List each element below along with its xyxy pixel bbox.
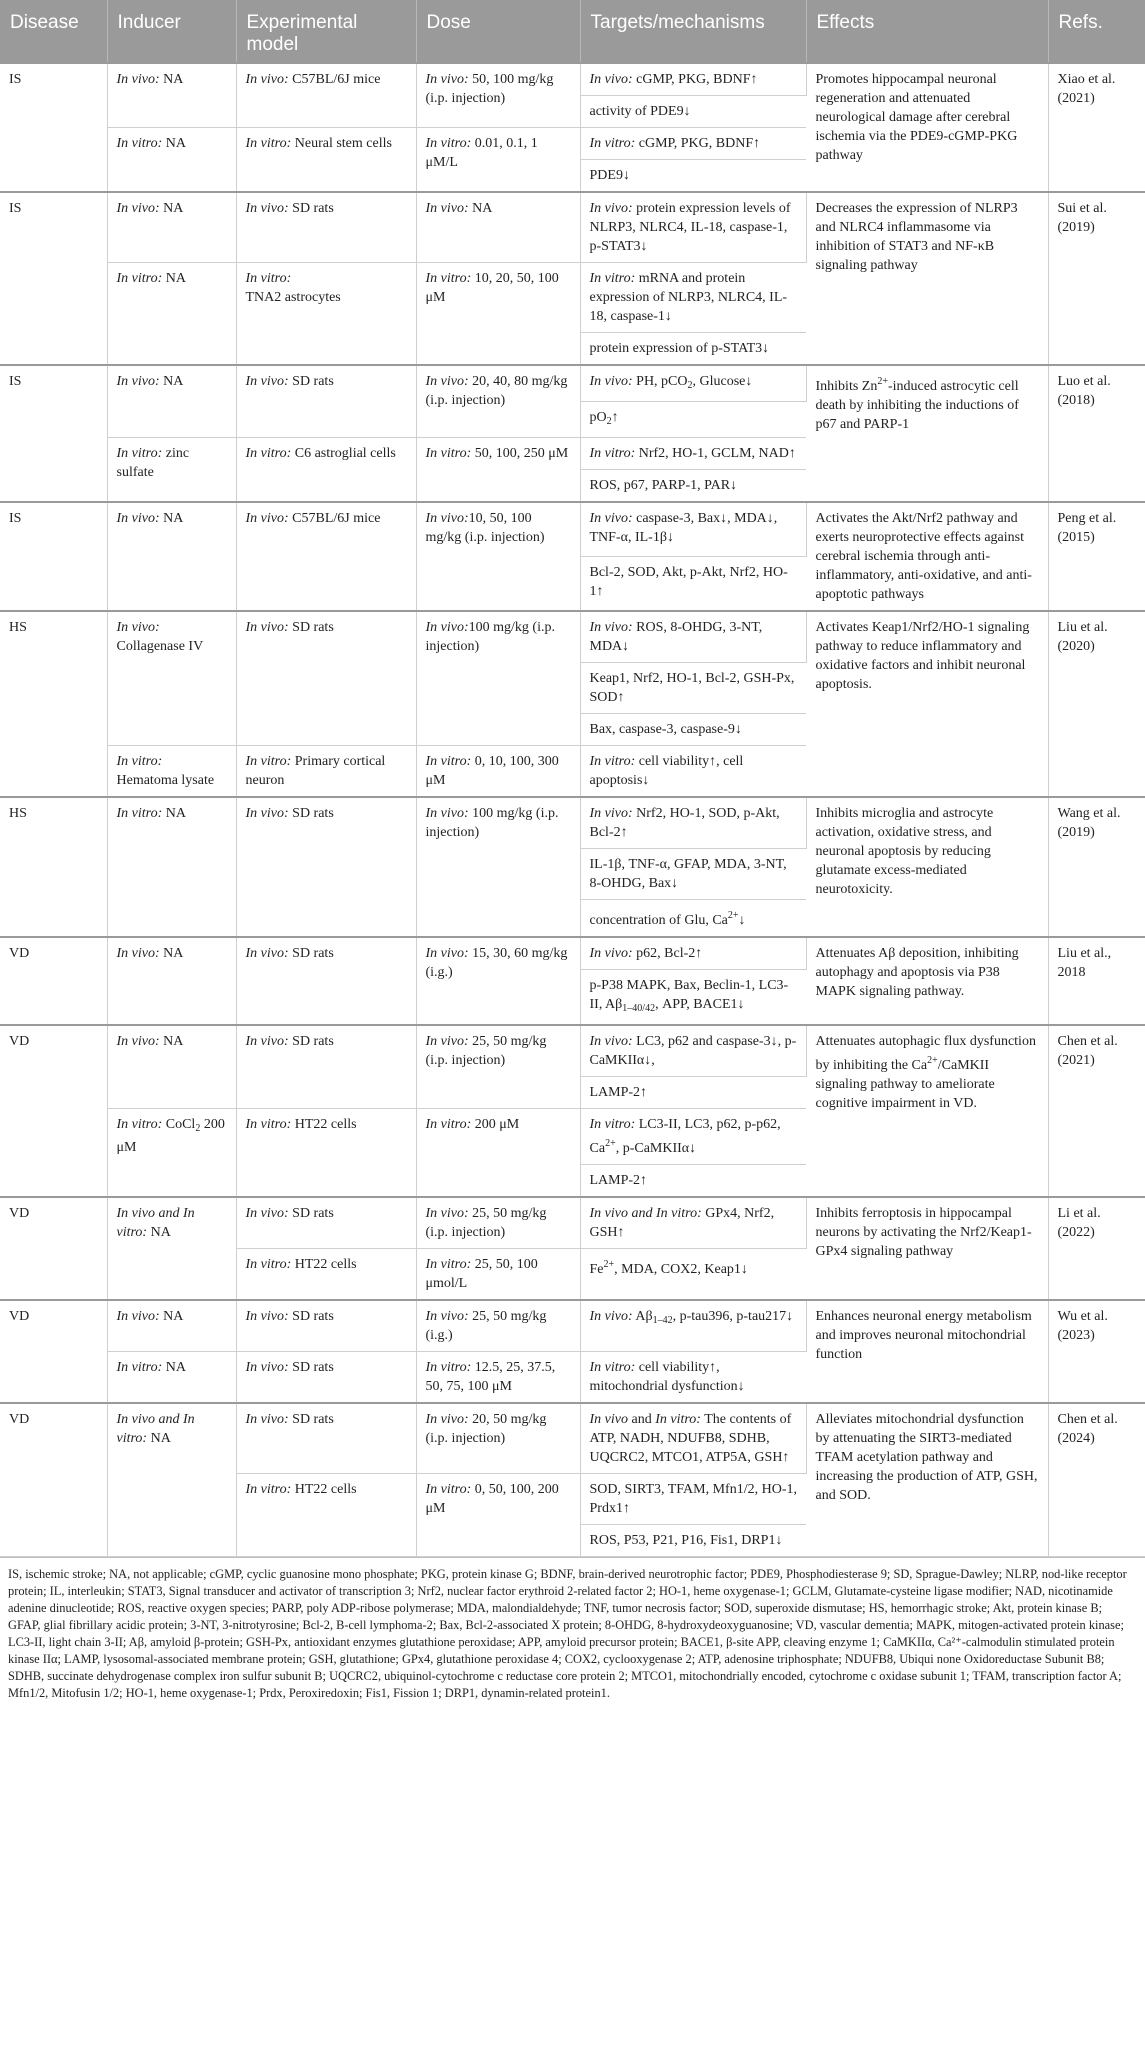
target-cell: In vitro: cGMP, PKG, BDNF↑ xyxy=(580,128,806,160)
table-footnote: IS, ischemic stroke; NA, not applicable; cGMP, cyclic guanosine mono phosphate; PKG, protein kinase G; BDNF, brain-derived neurotrophic factor; PDE9, Phosphodiesterase 9; SD, Sprague-Dawley; NLRP, nod-like receptor protein; IL, interleukin; STAT3, Signal transducer and activator of transcription 3; Nrf2, nuclear factor erythroid 2-related factor 2; HO-1, heme oxygenase-1; GCLM, Glutamate-cysteine ligase modifier; NAD, nicotinamide adenine dinucleotide; ROS, reactive oxygen species; PARP, poly ADP-ribose polymerase; MDA, malondialdehyde; TNF, tumor necrosis factor; SOD, superoxide dismutase; HS, hemorrhagic stroke; Akt, protein kinase B; GFAP, glial fibrillary acidic protein; 3-NT, 3-nitrotyrosine; Bcl-2, B-cell lymphoma-2; Bax, Bcl-2-associated X protein; 8-OHDG, 8-hydroxydeoxyguanosine; VD, vascular dementia; MAPK, mitogen-activated protein kinase; LC3-II, light chain 3-II; Aβ, amyloid β-protein; GSH-Px, antioxidant enzymes glutathione peroxidase; APP, amyloid precursor protein; BACE1, β-site APP, cleaving enzyme 1; CaMKIIα, Ca²⁺-calmodulin stimulated protein kinase IIα; LAMP, lysosomal-associated membrane protein; GSH, glutathione; GPx4, glutathione peroxidase 4; COX2, cyclooxygenase 2; ATP, adenosine triphosphate; NDUFB8, Ubiqui none Oxidoreductase Subunit B8; SDHB, succinate dehydrogenase complex iron sulfur subunit B; UQCRC2, ubiquinol-cytochrome c reductase core protein 2; MTCO1, mitochondrially encoded, cytochrome c oxidase subunit 1; TFAM, transcription factor A; Mfn1/2, Mitofusin 1/2; HO-1, heme oxygenase-1; Prdx, Peroxiredoxin; Fis1, Fission 1; DRP1, dynamin-related protein1. xyxy=(0,1557,1145,1702)
target-cell: activity of PDE9↓ xyxy=(580,96,806,128)
target-cell: $Fe^{2+}$, MDA, COX2, Keap1↓ xyxy=(580,1249,806,1301)
table-row xyxy=(0,937,1145,970)
effect-cell: Inhibits ferroptosis in hippocampal neurons by activating the Nrf2/Keap1-GPx4 signaling pathway xyxy=(806,1197,1048,1300)
effect-cell: Decreases the expression of NLRP3 and NLRC4 inflammasome via inhibition of STAT3 and NF-κB signaling pathway xyxy=(806,192,1048,365)
table-row xyxy=(0,1025,1145,1077)
target-cell: In vitro: cell viability↑, mitochondrial dysfunction↓ xyxy=(580,1352,806,1404)
effect-cell: Inhibits $Zn^{2+}$-induced astrocytic cell death by inhibiting the inductions of p67 and PARP-1 xyxy=(806,365,1048,502)
model-cell: In vivo: SD rats xyxy=(236,1352,416,1404)
dose-cell: In vitro: 0.01, 0.1, 1 μM/L xyxy=(416,128,580,193)
model-cell: In vivo: SD rats xyxy=(236,1025,416,1109)
model-cell: In vitro: HT22 cells xyxy=(236,1474,416,1557)
model-cell: In vitro: HT22 cells xyxy=(236,1109,416,1198)
dose-cell: In vivo: NA xyxy=(416,192,580,263)
target-cell: In vivo and In vitro: GPx4, Nrf2, GSH↑ xyxy=(580,1197,806,1249)
disease-cell: IS xyxy=(0,502,107,611)
model-cell: In vivo: SD rats xyxy=(236,611,416,746)
target-cell: Bax, caspase-3, caspase-9↓ xyxy=(580,714,806,746)
inducer-cell: In vivo: NA xyxy=(107,63,236,128)
ref-cell: Wu et al. (2023) xyxy=(1048,1300,1145,1403)
inducer-cell: In vitro: NA xyxy=(107,263,236,366)
table-row xyxy=(0,365,1145,402)
inducer-cell: In vitro: Hematoma lysate xyxy=(107,746,236,798)
effect-cell: Promotes hippocampal neuronal regeneration and attenuated neurological damage after cerebral ischemia via the PDE9-cGMP-PKG pathway xyxy=(806,63,1048,192)
dose-cell: In vivo: 50, 100 mg/kg (i.p. injection) xyxy=(416,63,580,128)
dose-cell: In vivo:10, 50, 100 mg/kg (i.p. injection) xyxy=(416,502,580,611)
col-inducer: Inducer xyxy=(107,0,236,63)
disease-cell: VD xyxy=(0,1300,107,1403)
effect-cell: Activates Keap1/Nrf2/HO-1 signaling pathway to reduce inflammatory and oxidative factors and inhibit neuronal apoptosis. xyxy=(806,611,1048,797)
inducer-cell: In vivo: Collagenase IV xyxy=(107,611,236,746)
dose-cell: In vivo:100 mg/kg (i.p. injection) xyxy=(416,611,580,746)
dose-cell: In vivo: 25, 50 mg/kg (i.g.) xyxy=(416,1300,580,1352)
ref-cell: Chen et al. (2021) xyxy=(1048,1025,1145,1197)
target-cell: In vivo: p62, Bcl-2↑ xyxy=(580,937,806,970)
dose-cell: In vitro: 0, 50, 100, 200 μM xyxy=(416,1474,580,1557)
model-cell: In vivo: SD rats xyxy=(236,1197,416,1249)
target-cell: In vitro: cell viability↑, cell apoptosis↓ xyxy=(580,746,806,798)
model-cell: In vitro: TNA2 astrocytes xyxy=(236,263,416,366)
disease-cell: VD xyxy=(0,937,107,1025)
model-cell: In vivo: C57BL/6J mice xyxy=(236,502,416,611)
target-cell: ROS, p67, PARP-1, PAR↓ xyxy=(580,470,806,503)
target-cell: LAMP-2↑ xyxy=(580,1165,806,1198)
model-cell: In vivo: SD rats xyxy=(236,365,416,438)
target-cell: SOD, SIRT3, TFAM, Mfn1/2, HO-1, Prdx1↑ xyxy=(580,1474,806,1525)
ref-cell: Xiao et al. (2021) xyxy=(1048,63,1145,192)
inducer-cell: In vitro: NA xyxy=(107,128,236,193)
table-row xyxy=(0,611,1145,663)
table-row xyxy=(0,1300,1145,1352)
col-disease: Disease xyxy=(0,0,107,63)
effect-cell: Inhibits microglia and astrocyte activation, oxidative stress, and neuronal apoptosis by reducing glutamate excess-mediated neurotoxicity. xyxy=(806,797,1048,937)
target-cell: ROS, P53, P21, P16, Fis1, DRP1↓ xyxy=(580,1525,806,1557)
dose-cell: In vivo: 100 mg/kg (i.p. injection) xyxy=(416,797,580,937)
target-cell: In vivo: Nrf2, HO-1, SOD, p-Akt, Bcl-2↑ xyxy=(580,797,806,849)
inducer-cell: In vitro: NA xyxy=(107,797,236,937)
target-cell: In vitro: Nrf2, HO-1, GCLM, NAD↑ xyxy=(580,438,806,470)
inducer-cell: In vivo: NA xyxy=(107,192,236,263)
disease-cell: IS xyxy=(0,365,107,502)
inducer-cell: In vivo: NA xyxy=(107,1025,236,1109)
model-cell: In vivo: SD rats xyxy=(236,1403,416,1474)
target-cell: In vitro: LC3-II, LC3, p62, p-p62, $Ca^{2+}$, p-CaMKIIα↓ xyxy=(580,1109,806,1165)
dose-cell: In vitro: 0, 10, 100, 300 μM xyxy=(416,746,580,798)
model-cell: In vivo: C57BL/6J mice xyxy=(236,63,416,128)
model-cell: In vivo: SD rats xyxy=(236,797,416,937)
target-cell: In vivo and In vitro: The contents of ATP, NADH, NDUFB8, SDHB, UQCRC2, MTCO1, ATP5A, GSH↑ xyxy=(580,1403,806,1474)
disease-cell: HS xyxy=(0,611,107,797)
target-cell: protein expression of p-STAT3↓ xyxy=(580,333,806,366)
ref-cell: Liu et al. (2020) xyxy=(1048,611,1145,797)
target-cell: Bcl-2, SOD, Akt, p-Akt, Nrf2, HO-1↑ xyxy=(580,557,806,612)
effect-cell: Alleviates mitochondrial dysfunction by attenuating the SIRT3-mediated TFAM acetylation pathway and increasing the production of ATP, GSH, and SOD. xyxy=(806,1403,1048,1557)
ref-cell: Wang et al. (2019) xyxy=(1048,797,1145,937)
disease-cell: VD xyxy=(0,1025,107,1197)
target-cell: In vivo: LC3, p62 and caspase-3↓, p-CaMKIIα↓, xyxy=(580,1025,806,1077)
model-cell: In vivo: SD rats xyxy=(236,192,416,263)
inducer-cell: In vivo: NA xyxy=(107,502,236,611)
ref-cell: Sui et al. (2019) xyxy=(1048,192,1145,365)
model-cell: In vitro: HT22 cells xyxy=(236,1249,416,1301)
disease-cell: HS xyxy=(0,797,107,937)
model-cell: In vivo: SD rats xyxy=(236,1300,416,1352)
table-row xyxy=(0,1403,1145,1474)
header-row xyxy=(0,0,1145,63)
target-cell: PDE9↓ xyxy=(580,160,806,193)
dose-cell: In vitro: 10, 20, 50, 100 μM xyxy=(416,263,580,366)
target-cell: concentration of Glu, $Ca^{2+}↓$ xyxy=(580,900,806,938)
model-cell: In vitro: Primary cortical neuron xyxy=(236,746,416,798)
model-cell: In vitro: Neural stem cells xyxy=(236,128,416,193)
dose-cell: In vitro: 200 μM xyxy=(416,1109,580,1198)
target-cell: $pO_2↑$ xyxy=(580,402,806,438)
target-cell: In vivo: caspase-3, Bax↓, MDA↓, TNF-α, IL-1β↓ xyxy=(580,502,806,557)
col-refs: Refs. xyxy=(1048,0,1145,63)
col-targets: Targets/mechanisms xyxy=(580,0,806,63)
target-cell: IL-1β, TNF-α, GFAP, MDA, 3-NT, 8-OHDG, Bax↓ xyxy=(580,849,806,900)
table-row xyxy=(0,797,1145,849)
target-cell: In vivo: $A\beta_{1-42}$, p-tau396, p-tau217↓ xyxy=(580,1300,806,1352)
effect-cell: Activates the Akt/Nrf2 pathway and exerts neuroprotective effects against cerebral ischemia through anti-inflammatory, anti-oxidative, and anti-apoptotic pathways xyxy=(806,502,1048,611)
ref-cell: Peng et al. (2015) xyxy=(1048,502,1145,611)
disease-cell: IS xyxy=(0,63,107,192)
dose-cell: In vitro: 25, 50, 100 μmol/L xyxy=(416,1249,580,1301)
table-row xyxy=(0,63,1145,96)
dose-cell: In vivo: 25, 50 mg/kg (i.p. injection) xyxy=(416,1197,580,1249)
inducer-cell: In vivo: NA xyxy=(107,937,236,1025)
dose-cell: In vivo: 20, 50 mg/kg (i.p. injection) xyxy=(416,1403,580,1474)
effect-cell: Enhances neuronal energy metabolism and improves neuronal mitochondrial function xyxy=(806,1300,1048,1403)
disease-cell: VD xyxy=(0,1403,107,1557)
col-dose: Dose xyxy=(416,0,580,63)
effect-cell: Attenuates autophagic flux dysfunction by inhibiting the $Ca^{2+}$/CaMKII signaling pathway to ameliorate cognitive impairment in VD. xyxy=(806,1025,1048,1197)
dose-cell: In vivo: 15, 30, 60 mg/kg (i.g.) xyxy=(416,937,580,1025)
inducer-cell: In vivo: NA xyxy=(107,365,236,438)
target-cell: In vivo: PH, pCO$_2$, Glucose↓ xyxy=(580,365,806,402)
target-cell: In vivo: ROS, 8-OHDG, 3-NT, MDA↓ xyxy=(580,611,806,663)
inducer-cell: In vivo and In vitro: NA xyxy=(107,1403,236,1557)
col-model: Experimental model xyxy=(236,0,416,63)
effect-cell: Attenuates Aβ deposition, inhibiting autophagy and apoptosis via P38 MAPK signaling pathway. xyxy=(806,937,1048,1025)
inducer-cell: In vitro: CoCl$_2$ 200 μM xyxy=(107,1109,236,1198)
ref-cell: Chen et al. (2024) xyxy=(1048,1403,1145,1557)
inducer-cell: In vitro: NA xyxy=(107,1352,236,1404)
table-row xyxy=(0,1197,1145,1249)
target-cell: In vitro: mRNA and protein expression of NLRP3, NLRC4, IL-18, caspase-1↓ xyxy=(580,263,806,333)
dose-cell: In vivo: 25, 50 mg/kg (i.p. injection) xyxy=(416,1025,580,1109)
ref-cell: Luo et al. (2018) xyxy=(1048,365,1145,502)
table-row xyxy=(0,192,1145,263)
target-cell: LAMP-2↑ xyxy=(580,1077,806,1109)
disease-cell: VD xyxy=(0,1197,107,1300)
dose-cell: In vitro: 12.5, 25, 37.5, 50, 75, 100 μM xyxy=(416,1352,580,1404)
target-cell: In vivo: cGMP, PKG, BDNF↑ xyxy=(580,63,806,96)
ref-cell: Liu et al., 2018 xyxy=(1048,937,1145,1025)
inducer-cell: In vitro: zinc sulfate xyxy=(107,438,236,503)
col-effects: Effects xyxy=(806,0,1048,63)
dose-cell: In vivo: 20, 40, 80 mg/kg (i.p. injection) xyxy=(416,365,580,438)
model-cell: In vivo: SD rats xyxy=(236,937,416,1025)
target-cell: p-P38 MAPK, Bax, Beclin-1, LC3-II, $A\beta_{1-40/42}$, APP, BACE1↓ xyxy=(580,970,806,1026)
table-row xyxy=(0,502,1145,557)
target-cell: Keap1, Nrf2, HO-1, Bcl-2, GSH-Px, SOD↑ xyxy=(580,663,806,714)
dose-cell: In vitro: 50, 100, 250 μM xyxy=(416,438,580,503)
target-cell: In vivo: protein expression levels of NLRP3, NLRC4, IL-18, caspase-1, p-STAT3↓ xyxy=(580,192,806,263)
model-cell: In vitro: C6 astroglial cells xyxy=(236,438,416,503)
inducer-cell: In vivo and In vitro: NA xyxy=(107,1197,236,1300)
disease-cell: IS xyxy=(0,192,107,365)
ref-cell: Li et al. (2022) xyxy=(1048,1197,1145,1300)
inducer-cell: In vivo: NA xyxy=(107,1300,236,1352)
